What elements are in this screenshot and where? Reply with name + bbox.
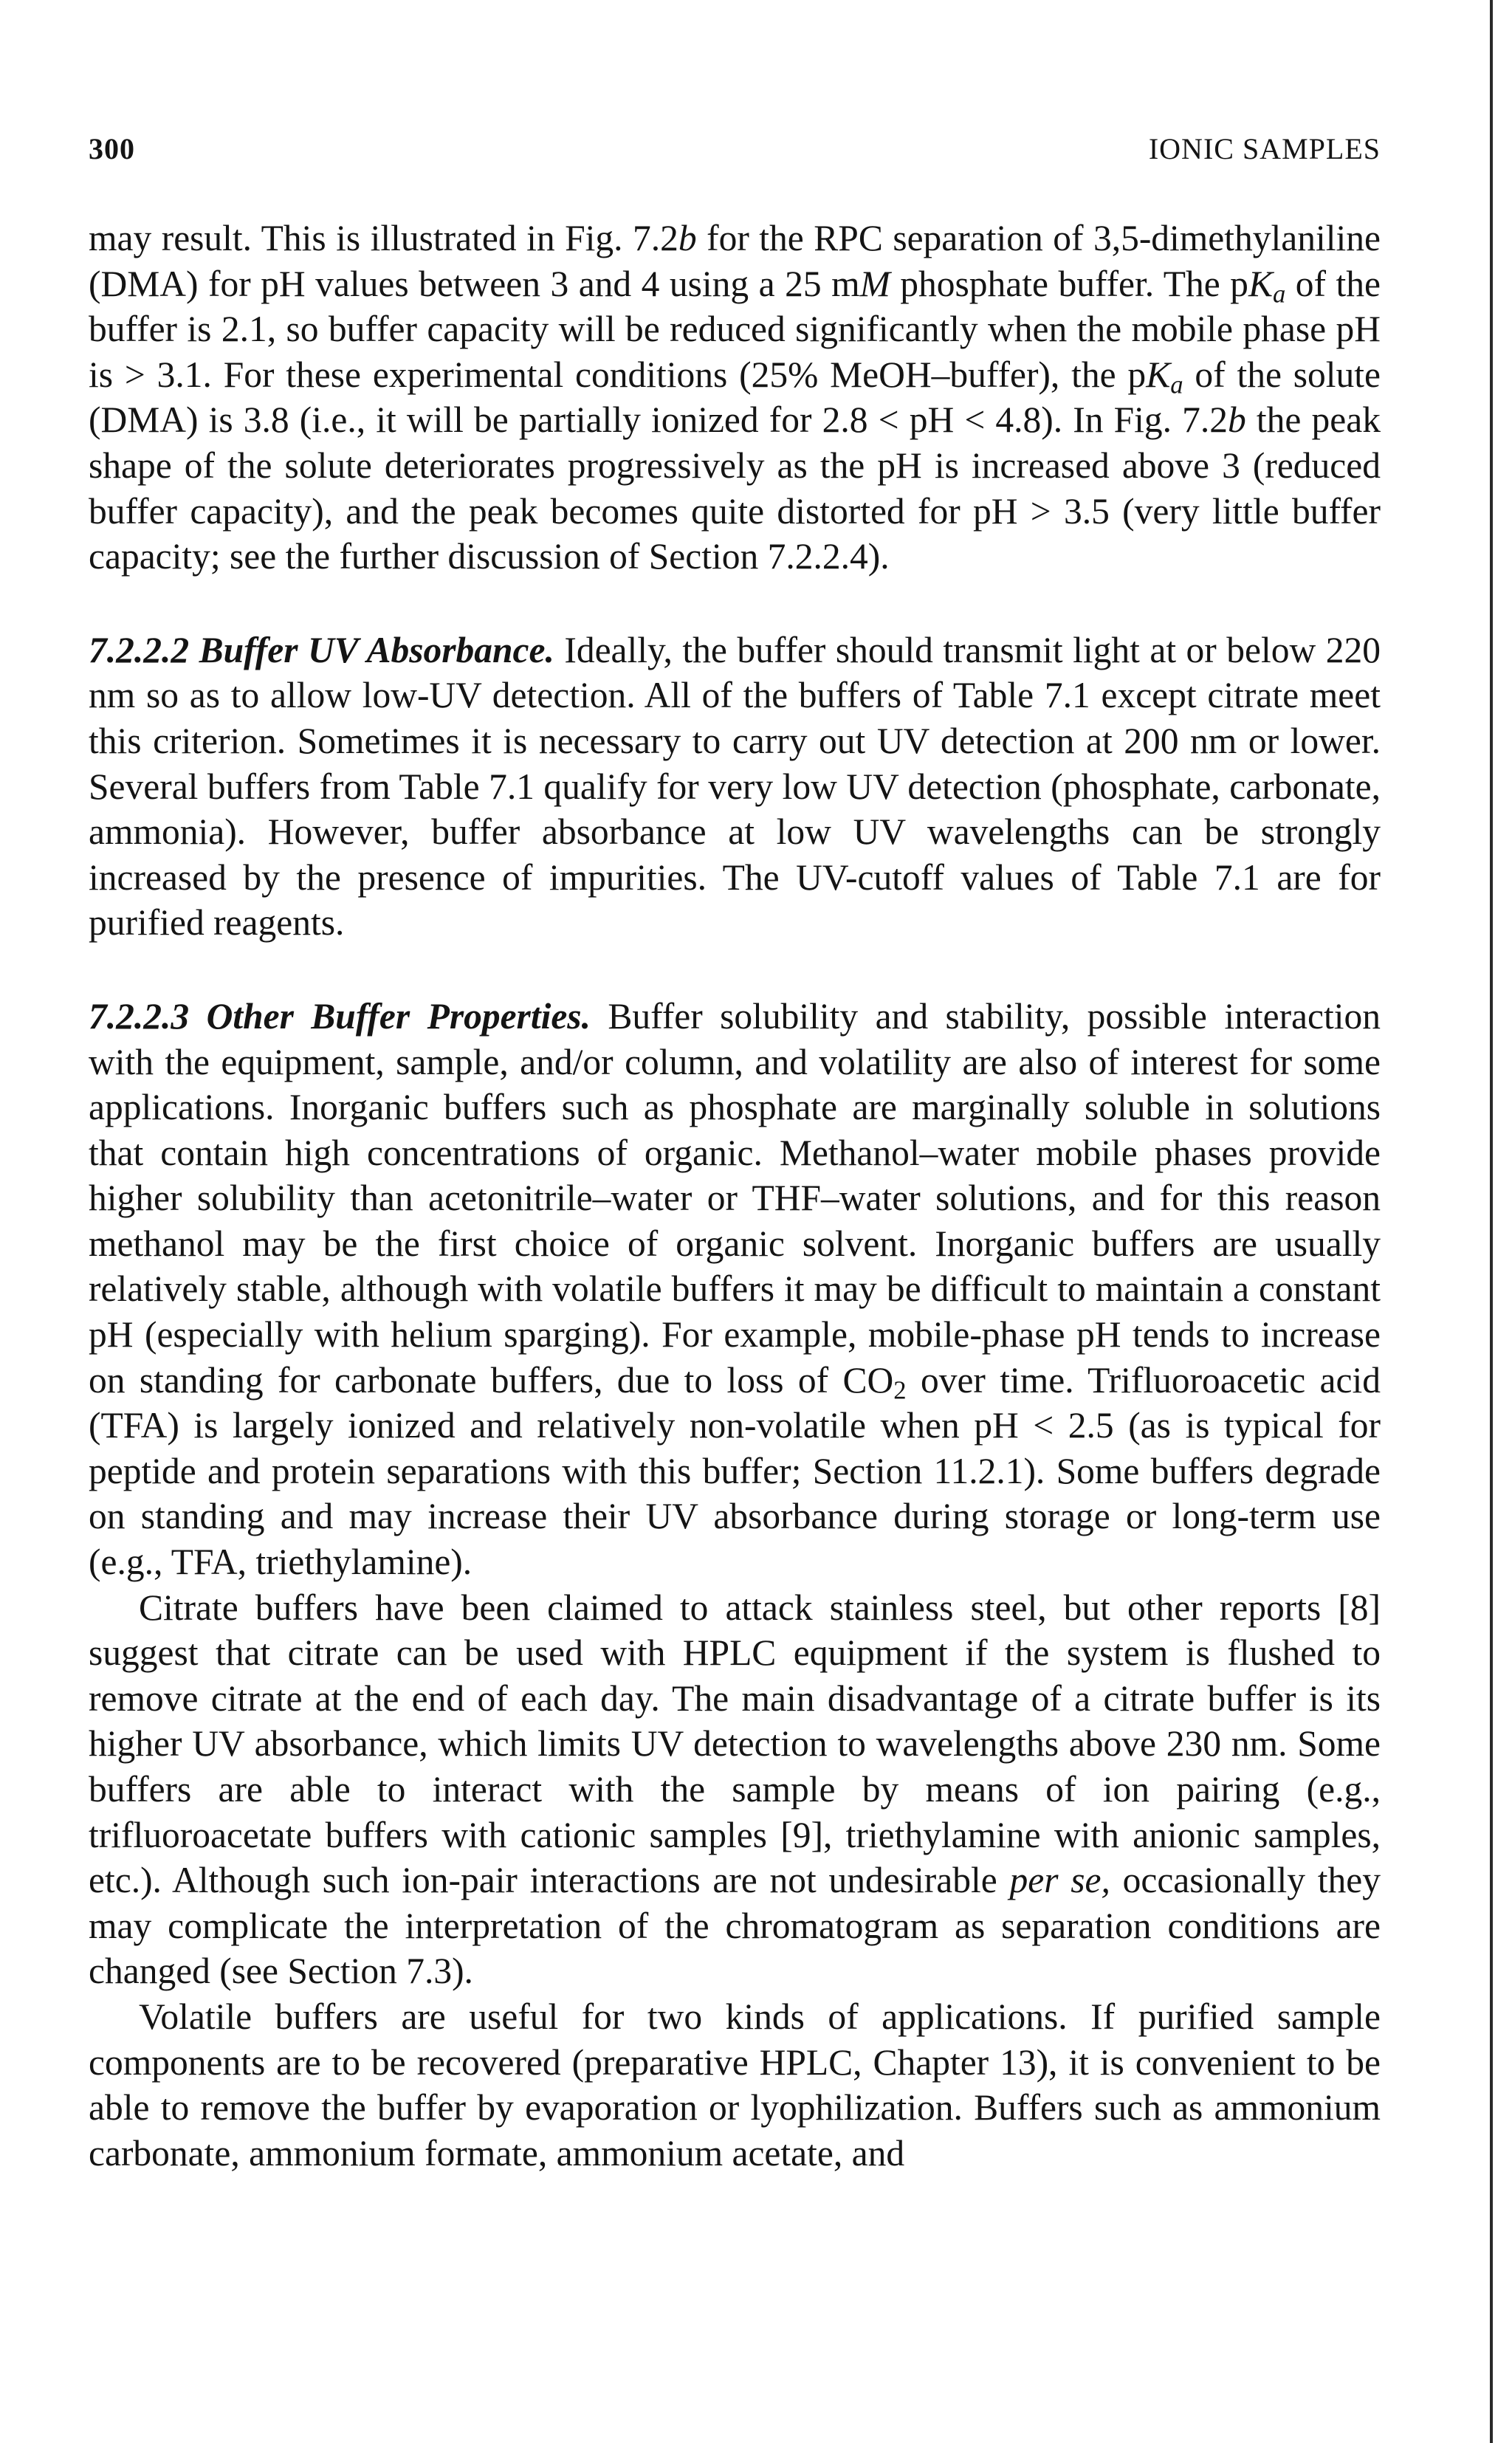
paragraph-buffer-capacity: may result. This is illustrated in Fig. 7.2b for the RPC separation of 3,5-dimethylaniline (DMA) for pH values between 3 and 4 using a 25 mM phosphate buffer. The $pK_a$ of the buffer is 2.1, so buffer capacity will be reduced significantly when the mobile phase pH is > 3.1. For these experimental conditions (25% MeOH–buffer), the $pK_a$ of the solute (DMA) is 3.8 (i.e., it will be partially ionized for 2.8 < pH < 4.8). In Fig. 7.2b the peak shape of the solute deteriorates progressively as the pH is increased above 3 (reduced buffer capacity), and the peak becomes quite distorted for pH > 3.5 (very little buffer capacity; see the further discussion of Section 7.2.2.4).	[89, 218, 1381, 577]
section-heading: 7.2.2.2 Buffer UV Absorbance.	[89, 629, 554, 670]
paragraph-citrate-buffers: Citrate buffers have been claimed to attack stainless steel, but other reports [8] suggest that citrate can be used with HPLC equipment if the system is flushed to remove citrate at the end of each day. The main disadvantage of a citrate buffer is its higher UV absorbance, which limits UV detection to wavelengths above 230 nm. Some buffers are able to interact with the sample by means of ion pairing (e.g., trifluoroacetate buffers with cationic samples [9], triethylamine with anionic samples, etc.). Although such ion-pair interactions are not undesirable per se, occasionally they may complicate the interpretation of the chromatogram as separation conditions are changed (see Section 7.3).	[89, 1587, 1381, 1992]
page-number: 300	[89, 132, 135, 165]
section-buffer-uv-absorbance: 7.2.2.2 Buffer UV Absorbance. Ideally, the buffer should transmit light at or below 220 nm so as to allow low-UV detection. All of the buffers of Table 7.1 except citrate meet this criterion. Sometimes it is necessary to carry out UV detection at 200 nm or lower. Several buffers from Table 7.1 qualify for very low UV detection (phosphate, carbonate, ammonia). However, buffer absorbance at low UV wavelengths can be strongly increased by the presence of impurities. The UV-cutoff values of Table 7.1 are for purified reagents.	[89, 629, 1381, 944]
section-heading: 7.2.2.3 Other Buffer Properties.	[89, 995, 591, 1037]
paragraph-volatile-buffers: Volatile buffers are useful for two kinds of applications. If purified sample components are to be recovered (preparative HPLC, Chapter 13), it is convenient to be able to remove the buffer by evaporation or lyophilization. Buffers such as ammonium carbonate, ammonium formate, ammonium acetate, and	[89, 1996, 1381, 2174]
running-head	[89, 131, 1381, 176]
page-edge-line	[1490, 0, 1493, 2443]
body-text	[89, 216, 1381, 2176]
section-other-buffer-properties: 7.2.2.3 Other Buffer Properties. Buffer solubility and stability, possible interaction with the equipment, sample, and/or column, and volatility are also of interest for some applications. Inorganic buffers such as phosphate are marginally soluble in solutions that contain high concentrations of organic. Methanol–water mobile phases provide higher solubility than acetonitrile–water or THF–water solutions, and for this reason methanol may be the first choice of organic solvent. Inorganic buffers are usually relatively stable, although with volatile buffers it may be difficult to maintain a constant pH (especially with helium sparging). For example, mobile-phase pH tends to increase on standing for carbonate buffers, due to loss of $CO_2$ over time. Trifluoroacetic acid (TFA) is largely ionized and relatively non-volatile when pH < 2.5 (as is typical for peptide and protein separations with this buffer; Section 11.2.1). Some buffers degrade on standing and may increase their UV absorbance during storage or long-term use (e.g., TFA, triethylamine).	[89, 995, 1381, 1583]
running-section-title: IONIC SAMPLES	[1148, 132, 1381, 165]
